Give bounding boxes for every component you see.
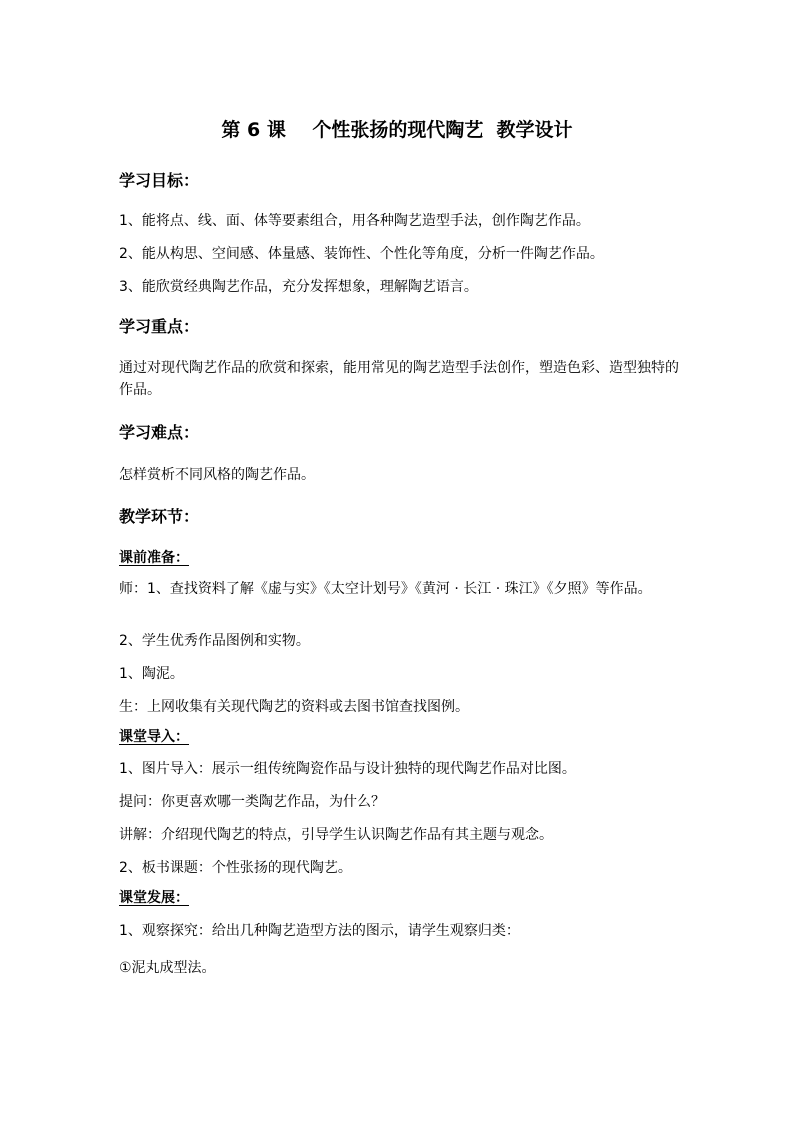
difficulty-text: 怎样赏析不同风格的陶艺作品。 — [119, 467, 315, 483]
prep-line: 2、学生优秀作品图例和实物。 — [119, 633, 310, 649]
develop-heading: 课堂发展： — [119, 890, 189, 906]
goal-item: 3、能欣赏经典陶艺作品，充分发挥想象，理解陶艺语言。 — [119, 279, 478, 295]
intro-line: 1、图片导入：展示一组传统陶瓷作品与设计独特的现代陶艺作品对比图。 — [119, 761, 576, 777]
develop-line: 1、观察探究：给出几种陶艺造型方法的图示，请学生观察归类： — [119, 923, 520, 939]
focus-text: 通过对现代陶艺作品的欣赏和探索，能用常见的陶艺造型手法创作，塑造色彩、造型独特的作品。 — [119, 360, 679, 398]
prep-line: 1、陶泥。 — [119, 666, 184, 682]
goal-item: 2、能从构思、空间感、体量感、装饰性、个性化等角度，分析一件陶艺作品。 — [119, 246, 604, 262]
prep-heading: 课前准备： — [119, 550, 189, 566]
prep-line: 师：1、查找资料了解《虚与实》《太空计划号》《黄河 · 长江 · 珠江》《夕照》等作品。 — [119, 581, 652, 597]
document-title: 第 6 课 个性张扬的现代陶艺 教学设计 — [221, 119, 573, 141]
difficulty-heading: 学习难点： — [119, 423, 200, 442]
intro-line: 提问：你更喜欢哪一类陶艺作品，为什么？ — [119, 794, 385, 810]
focus-heading: 学习重点： — [119, 317, 200, 336]
intro-line: 2、板书课题：个性张扬的现代陶艺。 — [119, 860, 352, 876]
goals-heading: 学习目标： — [119, 171, 200, 190]
develop-line: ①泥丸成型法。 — [119, 960, 216, 976]
goal-item: 1、能将点、线、面、体等要素组合，用各种陶艺造型手法，创作陶艺作品。 — [119, 213, 590, 229]
intro-heading: 课堂导入： — [119, 729, 189, 745]
steps-heading: 教学环节： — [119, 507, 200, 526]
intro-line: 讲解：介绍现代陶艺的特点，引导学生认识陶艺作品有其主题与观念。 — [119, 827, 553, 843]
prep-line: 生：上网收集有关现代陶艺的资料或去图书馆查找图例。 — [119, 699, 469, 715]
